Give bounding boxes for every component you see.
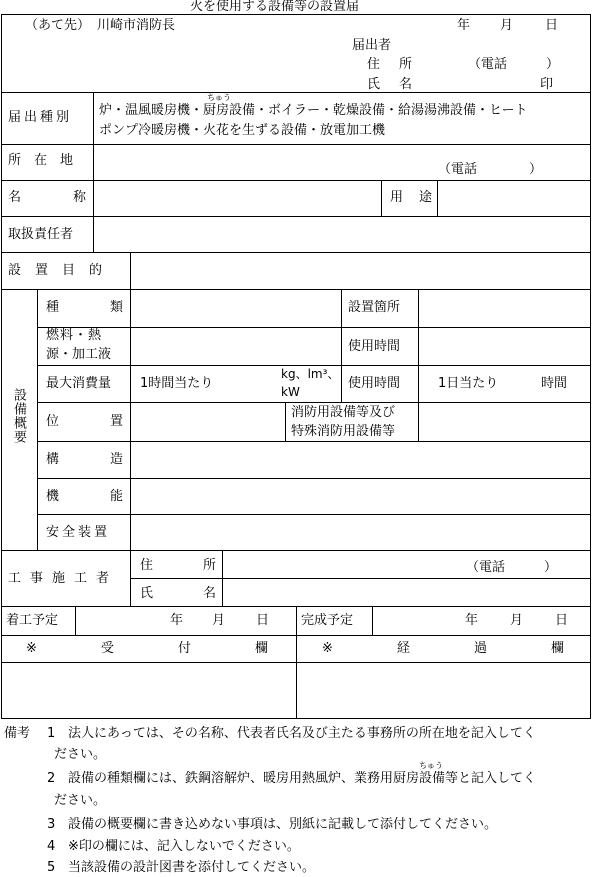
contractor-label: 工事施工者 — [8, 571, 119, 586]
contractor-phone: （電話 ） — [466, 560, 558, 575]
finish-month: 月 — [510, 613, 524, 628]
fuel-label-line1: 燃料・熱 — [46, 328, 103, 343]
start-day: 日 — [256, 613, 270, 628]
note-2-line2: ださい。 — [54, 793, 107, 808]
overview-label: 設備概要 — [11, 388, 26, 444]
start-year: 年 — [170, 613, 184, 628]
note-5-number: 5 — [47, 860, 56, 875]
note-4-line1: ※印の欄には、記入しないでください。 — [68, 839, 300, 854]
note-1-line1: 法人にあっては、その名称、代表者氏名及び主たる事務所の所在地を記入してく — [68, 726, 536, 741]
notifier-name-label: 氏 名 — [367, 77, 412, 92]
fire-equipment-label-line1: 消防用設備等及び — [291, 405, 396, 420]
install-place-label: 設置箇所 — [348, 300, 401, 315]
structure-label: 構 造 — [46, 452, 123, 467]
type-options-line2: ポンプ冷暖房機・火花を生ずる設備・放電加工機 — [99, 123, 386, 138]
location-phone: （電話 ） — [438, 162, 543, 177]
note-2-ruby: ちゅう — [419, 761, 443, 770]
purpose-label: 設置目的 — [8, 263, 117, 278]
notifier-address-label: 住 所 — [367, 57, 412, 72]
note-2-number: 2 — [47, 771, 56, 786]
addressee-label: （あて先） — [25, 18, 91, 33]
contractor-name-label: 氏 名 — [140, 586, 216, 601]
addressee-name: 川崎市消防長 — [97, 18, 176, 33]
per-hour-label: 1時間当たり — [140, 376, 214, 391]
notes-label: 備考 — [4, 726, 31, 741]
note-3-number: 3 — [47, 817, 56, 832]
function-label: 機 能 — [46, 489, 123, 504]
use-label: 用 途 — [390, 190, 432, 205]
form-title: 火を使用する設備等の設置届 — [190, 0, 360, 14]
notifier-label: 届出者 — [352, 38, 392, 53]
start-month: 月 — [212, 613, 226, 628]
header-day: 日 — [545, 18, 559, 33]
type-ruby: ちゅう — [207, 93, 231, 102]
header-year: 年 — [457, 18, 471, 33]
per-day-label: 1日当たり — [438, 376, 499, 391]
safety-device-label: 安全装置 — [46, 525, 111, 540]
contractor-address-label: 住 所 — [140, 558, 216, 573]
usage-time-label: 使用時間 — [348, 339, 401, 354]
finish-date-label: 完成予定 — [301, 613, 354, 628]
note-1-line2: ださい。 — [54, 747, 107, 762]
position-label: 位 置 — [46, 414, 123, 429]
kind-label: 種 類 — [46, 300, 123, 315]
finish-day: 日 — [555, 613, 569, 628]
hours-label: 時間 — [541, 376, 568, 391]
note-1-number: 1 — [47, 726, 56, 741]
note-2-line1: 設備の種類欄には、鉄鋼溶解炉、暖房用熱風炉、業務用厨房設備等と記入してく — [68, 771, 537, 786]
reception-column-header: ※ 受 付 欄 — [26, 641, 268, 656]
finish-year: 年 — [465, 613, 479, 628]
header-month: 月 — [500, 18, 514, 33]
name-label: 名 称 — [8, 190, 86, 205]
type-options-line1: 炉・温風暖房機・厨房設備・ボイラー・乾燥設備・給湯湯沸設備・ヒート — [99, 103, 528, 118]
usage-time-label-2: 使用時間 — [348, 376, 401, 391]
max-consumption-label: 最大消費量 — [46, 376, 112, 391]
note-5-line1: 当該設備の設計図書を添付してください。 — [68, 860, 316, 875]
location-label: 所在地 — [8, 153, 87, 168]
type-label: 届出種別 — [8, 110, 73, 125]
note-4-number: 4 — [47, 839, 56, 854]
fire-equipment-label-line2: 特殊消防用設備等 — [291, 424, 396, 439]
seal-mark: 印 — [540, 77, 554, 92]
notifier-phone: （電話 ） — [468, 57, 560, 72]
units-line1: kg、lm³、 — [281, 367, 340, 381]
manager-label: 取扱責任者 — [8, 227, 74, 242]
units-line2: kW — [281, 385, 300, 399]
fuel-label-line2: 源・加工液 — [46, 347, 112, 362]
note-3-line1: 設備の概要欄に書き込めない事項は、別紙に記載して添付してください。 — [68, 817, 498, 832]
start-date-label: 着工予定 — [6, 613, 59, 628]
progress-column-header: ※ 経 過 欄 — [322, 641, 564, 656]
